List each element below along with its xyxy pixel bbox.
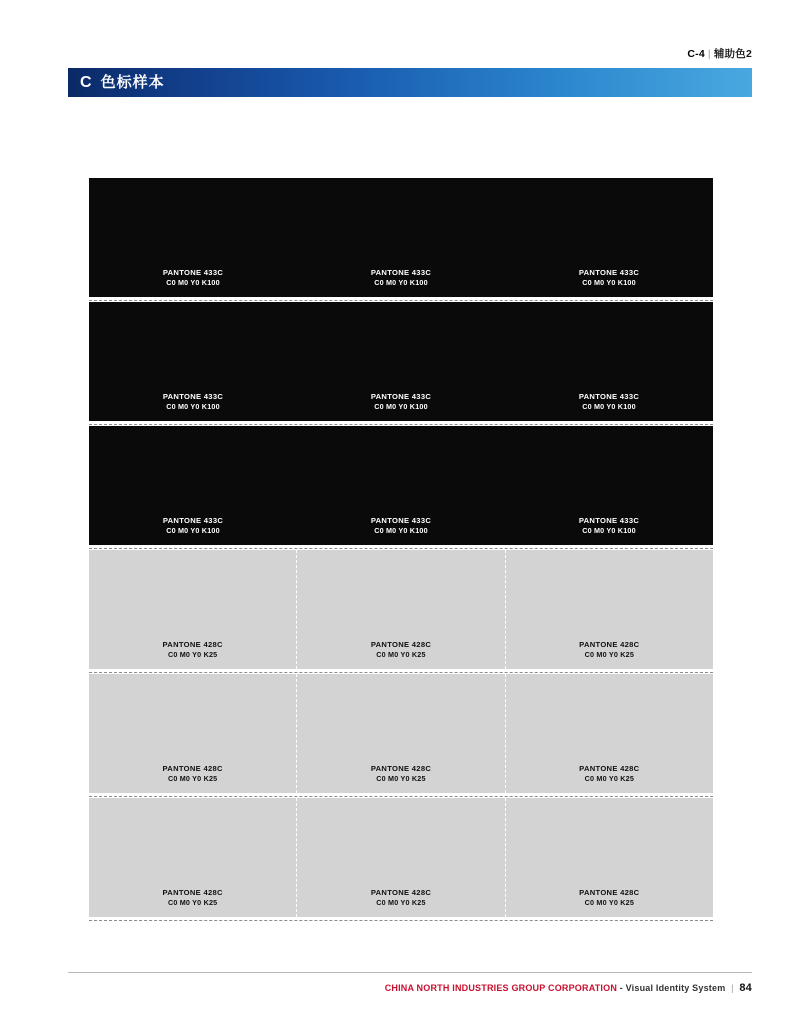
swatch-label [297,268,505,288]
swatch-band [89,178,713,297]
section-letter: C [80,73,92,91]
footer-system: - Visual Identity System [619,983,726,993]
swatch-name: PANTONE 428C [370,764,432,774]
band-guide-line [89,300,713,301]
color-swatch-cell [297,426,505,545]
footer [385,982,752,994]
footer-separator: | [731,983,734,993]
swatch-values: C0 M0 Y0 K100 [582,526,636,536]
color-swatch-cell [89,302,297,421]
swatch-label [89,888,296,908]
swatch-label [506,764,713,784]
swatch-values: C0 M0 Y0 K25 [584,650,635,660]
swatch-values: C0 M0 Y0 K25 [584,898,635,908]
color-swatch-cell [89,674,296,793]
swatch-values: C0 M0 Y0 K100 [582,402,636,412]
page-title: 色标样本 [100,74,165,91]
swatch-values: C0 M0 Y0 K100 [166,402,220,412]
swatch-name: PANTONE 433C [578,516,640,526]
color-swatch-cell [89,426,297,545]
swatch-label [505,268,713,288]
swatch-values: C0 M0 Y0 K25 [167,774,218,784]
swatch-label [89,640,296,660]
footer-divider [68,972,752,973]
swatch-name: PANTONE 433C [370,268,432,278]
swatch-values: C0 M0 Y0 K100 [166,526,220,536]
swatch-values: C0 M0 Y0 K25 [167,898,218,908]
page-reference-name: 辅助色2 [713,48,752,60]
swatch-band [89,798,713,917]
swatch-name: PANTONE 428C [370,640,432,650]
swatch-name: PANTONE 428C [162,888,223,898]
color-swatch-cell [297,178,505,297]
swatch-values: C0 M0 Y0 K25 [167,650,218,660]
swatch-label [89,268,297,288]
swatch-band [89,674,713,793]
swatch-label [506,640,713,660]
swatch-values: C0 M0 Y0 K25 [376,898,426,908]
band-guide-line [89,548,713,549]
band-guide-line [89,424,713,425]
swatch-band [89,302,713,421]
swatch-values: C0 M0 Y0 K25 [584,774,635,784]
swatch-label [89,516,297,536]
swatch-label [505,516,713,536]
swatch-name: PANTONE 428C [370,888,432,898]
band-guide-line [89,920,713,921]
color-swatch-cell [296,550,504,669]
swatch-values: C0 M0 Y0 K25 [376,650,426,660]
swatch-values: C0 M0 Y0 K100 [582,278,636,288]
footer-corporation: CHINA NORTH INDUSTRIES GROUP CORPORATION [384,983,618,993]
swatch-name: PANTONE 433C [162,268,224,278]
swatch-label [297,764,504,784]
color-swatch-cell [505,426,713,545]
color-swatch-cell [89,798,296,917]
swatch-name: PANTONE 428C [579,764,640,774]
color-swatch-cell [89,178,297,297]
swatch-label [297,392,505,412]
color-swatch-cell [505,550,713,669]
page-reference-separator: | [707,48,711,60]
swatch-name: PANTONE 428C [579,640,640,650]
page-reference-code: C-4 [687,48,705,60]
swatch-label [297,888,504,908]
swatch-band [89,426,713,545]
swatch-name: PANTONE 433C [162,392,224,402]
color-swatch-cell [296,798,504,917]
swatch-name: PANTONE 433C [370,392,432,402]
color-swatch-cell [505,178,713,297]
swatch-values: C0 M0 Y0 K100 [374,278,428,288]
section-title-bar [68,68,752,97]
band-guide-line [89,672,713,673]
swatch-name: PANTONE 428C [162,640,223,650]
swatch-label [89,764,296,784]
band-guide-line [89,796,713,797]
color-swatch-cell [505,302,713,421]
swatch-label [297,516,505,536]
swatch-name: PANTONE 428C [162,764,223,774]
swatch-band [89,550,713,669]
color-swatch-cell [296,674,504,793]
swatch-label [89,392,297,412]
swatch-values: C0 M0 Y0 K100 [374,526,428,536]
swatch-values: C0 M0 Y0 K100 [166,278,220,288]
page-number: 84 [739,982,752,994]
swatch-name: PANTONE 433C [578,392,640,402]
swatch-name: PANTONE 433C [370,516,432,526]
swatch-label [505,392,713,412]
swatch-values: C0 M0 Y0 K25 [376,774,426,784]
swatch-name: PANTONE 428C [579,888,640,898]
page-reference [687,46,752,61]
color-swatch-cell [89,550,296,669]
swatch-label [297,640,504,660]
color-swatch-cell [505,798,713,917]
color-swatch-cell [297,302,505,421]
swatch-name: PANTONE 433C [578,268,640,278]
color-swatch-cell [505,674,713,793]
swatch-values: C0 M0 Y0 K100 [374,402,428,412]
swatch-label [506,888,713,908]
swatch-name: PANTONE 433C [162,516,224,526]
